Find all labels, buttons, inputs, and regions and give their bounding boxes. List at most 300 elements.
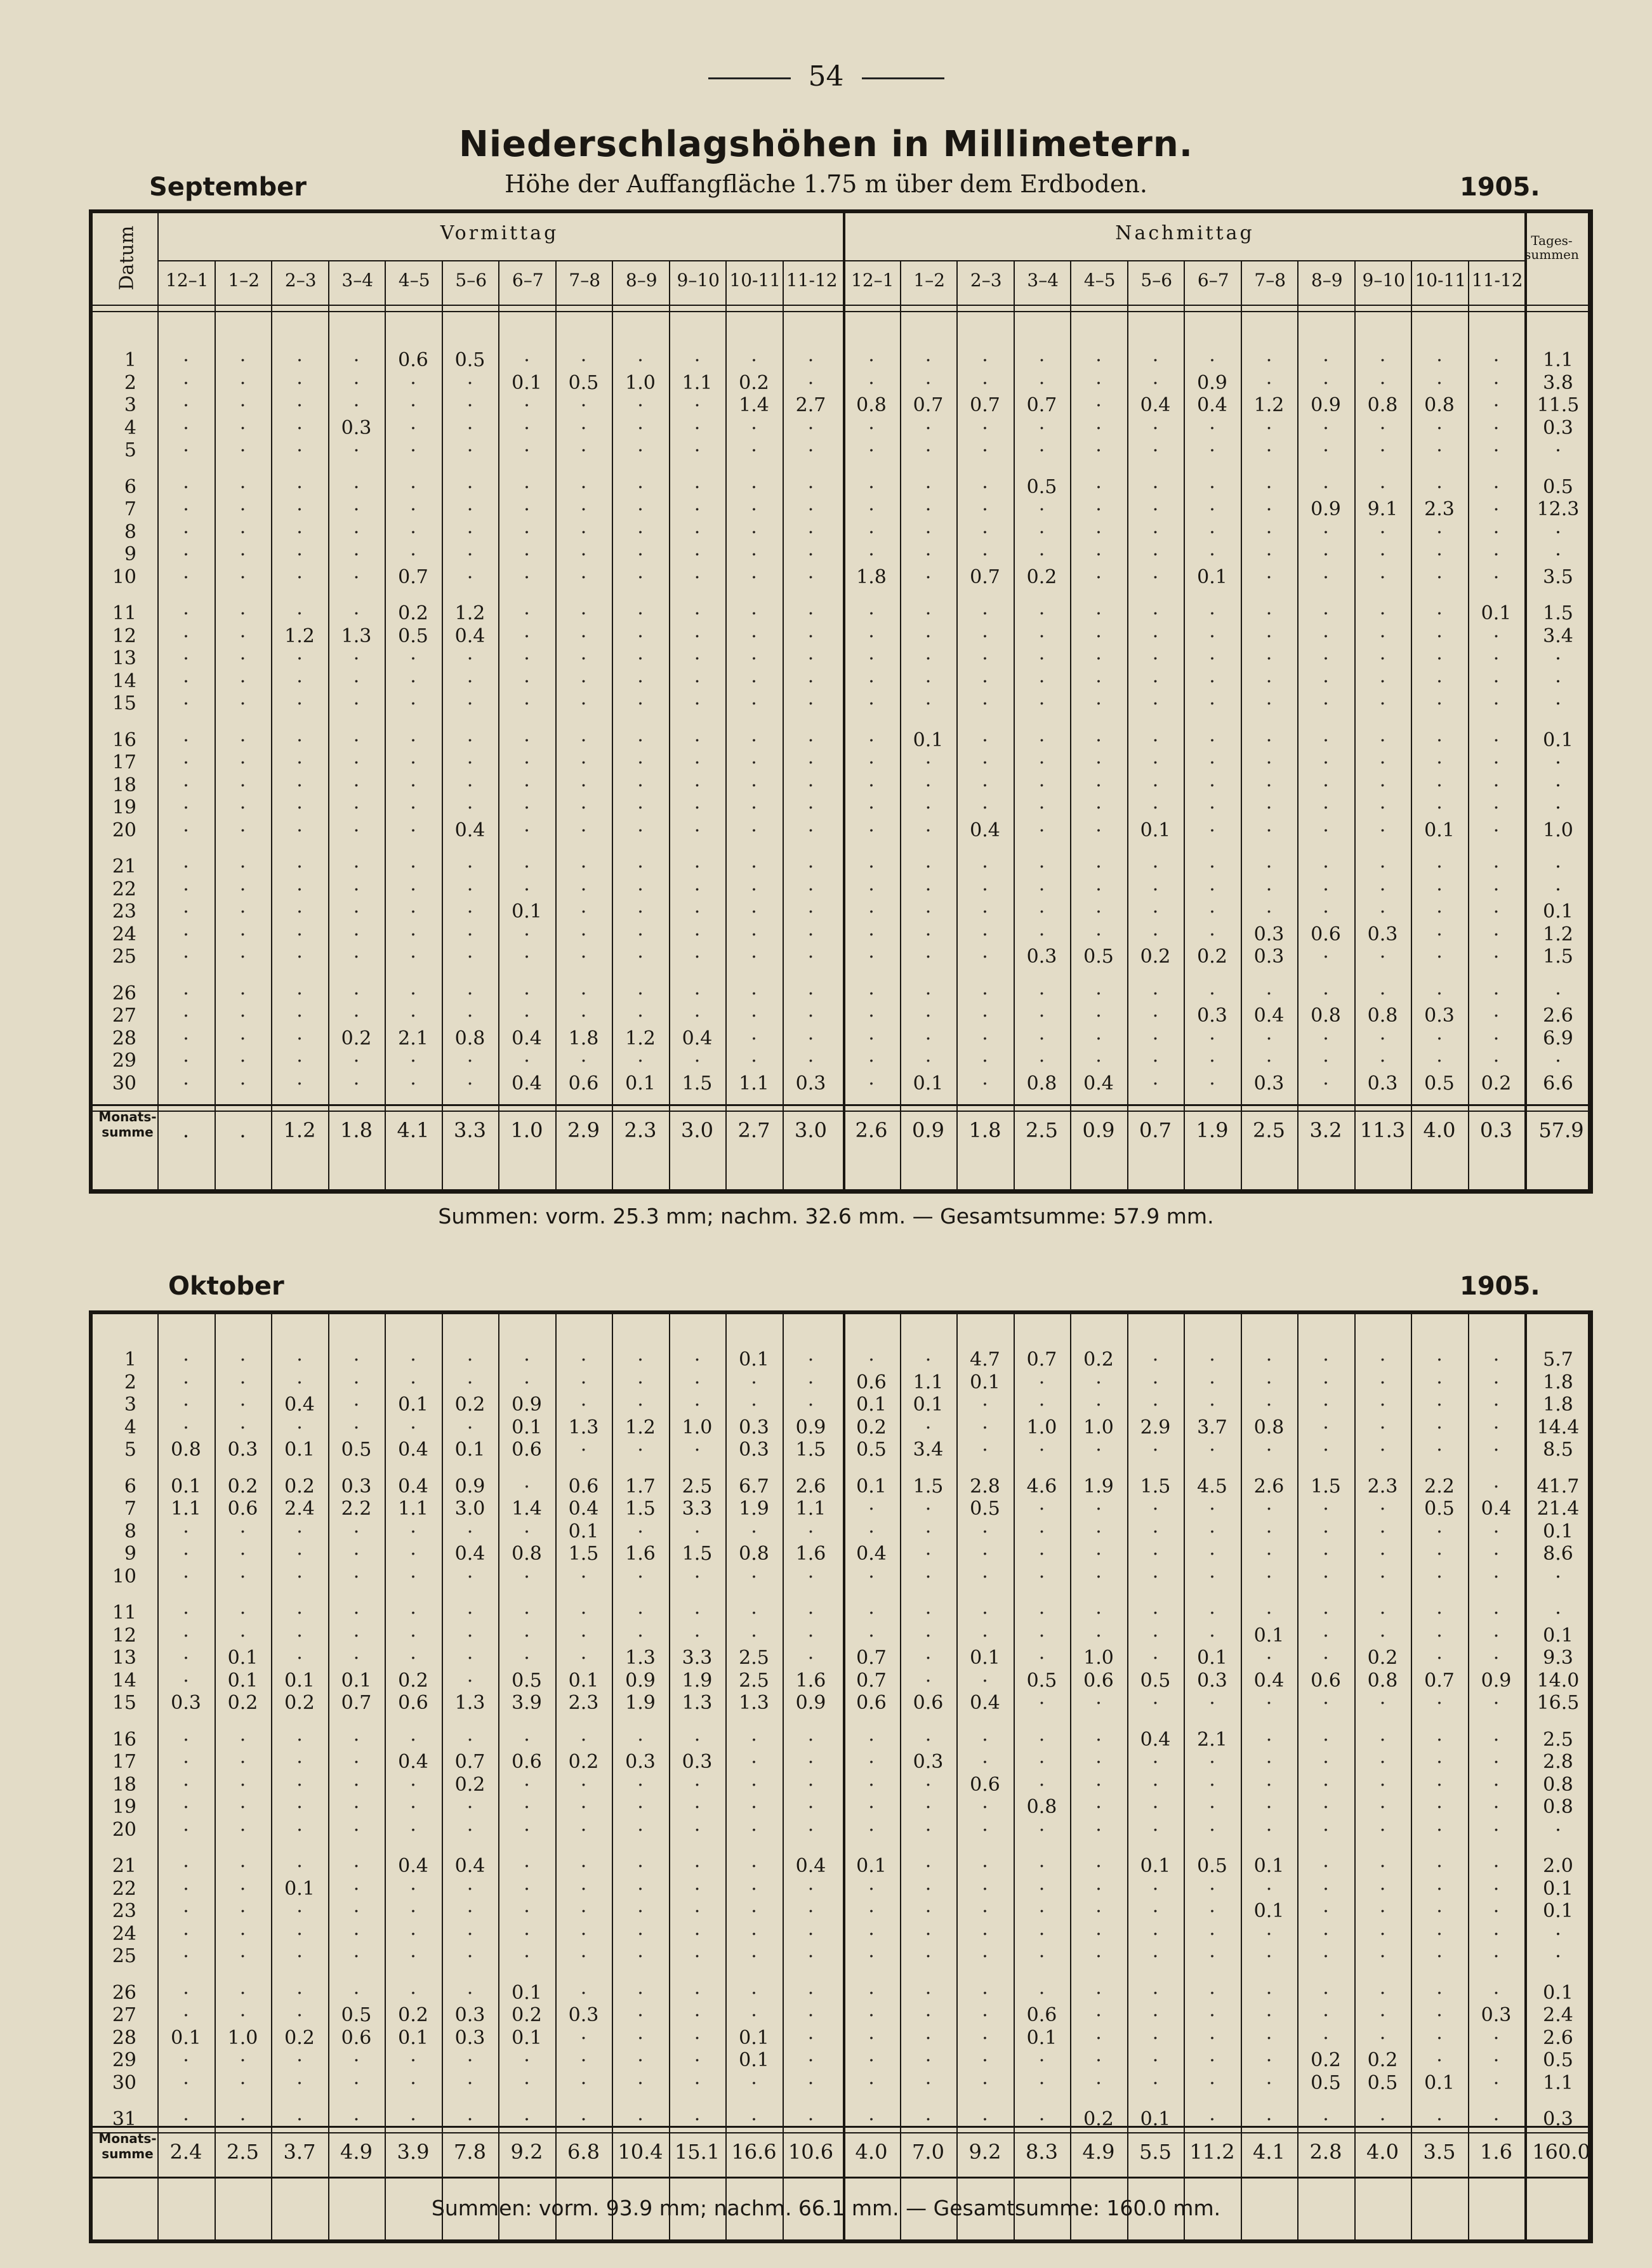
cell-value: 1.1 [171, 1498, 201, 1520]
cell-empty: . [1265, 1791, 1272, 1813]
cell-empty: . [1493, 2103, 1500, 2125]
cell-empty: . [1209, 768, 1215, 791]
cell-empty: . [1038, 1493, 1045, 1515]
cell-empty: . [1038, 1560, 1045, 1583]
cell-empty: . [239, 977, 246, 999]
cell-empty: . [1038, 1538, 1045, 1560]
row-total: 1.8 [1543, 1371, 1573, 1394]
cell-empty: . [1152, 1813, 1159, 1836]
cell-value: 0.5 [1197, 1855, 1227, 1877]
header-hour: 11-12 [1471, 270, 1523, 291]
cell-empty: . [353, 1976, 360, 1999]
cell-value: 0.8 [1367, 1005, 1398, 1027]
cell-empty: . [925, 2066, 932, 2089]
cell-empty: . [1436, 2044, 1443, 2066]
cell-empty: . [751, 768, 757, 791]
cell-empty: . [183, 1560, 189, 1583]
cell-empty: . [751, 434, 757, 456]
row-total: 0.5 [1543, 2049, 1573, 2071]
cell-value: 0.3 [1481, 2004, 1512, 2026]
cell-empty: . [1265, 344, 1272, 366]
row-date: 8 [124, 520, 136, 543]
cell-empty: . [1209, 687, 1215, 709]
cell-empty: . [580, 1045, 587, 1067]
cell-value: 3.0 [454, 1498, 486, 1520]
cell-empty: . [239, 1872, 246, 1895]
cell-empty: . [466, 850, 473, 873]
cell-empty: . [1038, 434, 1045, 456]
row-total-empty: . [1555, 850, 1561, 873]
cell-empty: . [1265, 515, 1272, 538]
cell-empty: . [1379, 940, 1386, 963]
cell-empty: . [410, 1045, 416, 1067]
row-total: 0.1 [1543, 1877, 1573, 1900]
cell-value: 0.4 [398, 1439, 428, 1461]
cell-empty: . [353, 1597, 360, 1619]
cell-empty: . [925, 434, 932, 456]
row-date: 20 [112, 819, 136, 841]
cell-empty: . [1379, 768, 1386, 791]
cell-value: 0.4 [512, 1072, 542, 1095]
cell-value: 0.6 [398, 1692, 428, 1714]
cell-empty: . [694, 597, 701, 619]
cell-empty: . [466, 538, 473, 560]
header-hour: 6–7 [1197, 270, 1229, 291]
cell-empty: . [868, 470, 875, 493]
monthly-sum-value: 10.4 [618, 2140, 663, 2164]
cell-empty: . [1436, 1768, 1443, 1791]
cell-empty: . [925, 918, 932, 940]
cell-empty: . [1379, 1560, 1386, 1583]
cell-value: 0.1 [1424, 819, 1455, 841]
cell-value: 0.6 [398, 349, 428, 371]
cell-empty: . [1323, 814, 1329, 836]
cell-empty: . [466, 746, 473, 768]
cell-empty: . [1038, 642, 1045, 664]
cell-empty: . [410, 493, 416, 515]
cell-empty: . [296, 2066, 303, 2089]
cell-empty: . [580, 1917, 587, 1940]
cell-value: 0.4 [970, 1692, 1000, 1714]
cell-empty: . [183, 1872, 189, 1895]
cell-empty: . [982, 411, 988, 434]
cell-empty: . [1379, 1045, 1386, 1067]
monthly-sum-value: 2.5 [1026, 1118, 1058, 1142]
cell-empty: . [982, 1388, 988, 1411]
cell-empty: . [1038, 1813, 1045, 1836]
cell-empty: . [1265, 1687, 1272, 1709]
row-date: 3 [124, 1394, 136, 1416]
cell-empty: . [982, 977, 988, 999]
cell-empty: . [1095, 1388, 1102, 1411]
cell-empty: . [1436, 977, 1443, 999]
cell-empty: . [637, 1791, 644, 1813]
cell-empty: . [1209, 723, 1215, 746]
cell-empty: . [183, 2103, 189, 2125]
cell-empty: . [183, 723, 189, 746]
cell-empty: . [694, 642, 701, 664]
cell-empty: . [1265, 1022, 1272, 1045]
cell-empty: . [694, 619, 701, 642]
cell-empty: . [239, 389, 246, 411]
cell-empty: . [1209, 2021, 1215, 2044]
row-date: 7 [124, 498, 136, 520]
row-total-empty: . [1555, 434, 1561, 456]
cell-empty: . [296, 389, 303, 411]
cell-empty: . [1095, 791, 1102, 814]
cell-empty: . [1436, 746, 1443, 768]
cell-empty: . [1493, 1538, 1500, 1560]
row-total: 2.0 [1543, 1855, 1573, 1877]
cell-empty: . [925, 366, 932, 389]
row-total: 41.7 [1536, 1475, 1580, 1498]
cell-empty: . [637, 470, 644, 493]
cell-empty: . [982, 1976, 988, 1999]
cell-empty: . [1265, 1538, 1272, 1560]
cell-empty: . [807, 1768, 814, 1791]
cell-empty: . [1379, 1619, 1386, 1642]
cell-empty: . [353, 1366, 360, 1388]
cell-empty: . [1323, 940, 1329, 963]
cell-empty: . [353, 977, 360, 999]
cell-empty: . [239, 1850, 246, 1872]
cell-empty: . [1038, 1917, 1045, 1940]
header-hour: 2–3 [970, 270, 1002, 291]
row-total-empty: . [1555, 768, 1561, 791]
cell-value: 2.2 [341, 1498, 372, 1520]
cell-empty: . [183, 895, 189, 918]
monthly-sum-value: 4.0 [1423, 1118, 1456, 1142]
cell-empty: . [1493, 1366, 1500, 1388]
cell-empty: . [1493, 1917, 1500, 1940]
cell-empty: . [580, 1560, 587, 1583]
cell-value: 1.0 [227, 2026, 258, 2049]
cell-empty: . [1095, 1917, 1102, 1940]
cell-empty: . [1436, 1813, 1443, 1836]
row-total-empty: . [1555, 538, 1561, 560]
cell-empty: . [694, 1768, 701, 1791]
cell-empty: . [982, 723, 988, 746]
cell-empty: . [296, 895, 303, 918]
cell-empty: . [1095, 1940, 1102, 1962]
cell-empty: . [183, 940, 189, 963]
cell-empty: . [1493, 411, 1500, 434]
row-date: 7 [124, 1498, 136, 1520]
cell-empty: . [524, 999, 530, 1022]
monthly-sum-value: 1.8 [340, 1118, 373, 1142]
row-date: 14 [112, 669, 136, 692]
cell-value: 0.3 [1253, 923, 1285, 946]
cell-empty: . [580, 493, 587, 515]
cell-empty: . [296, 1366, 303, 1388]
cell-empty: . [694, 538, 701, 560]
cell-empty: . [183, 560, 189, 583]
cell-empty: . [524, 850, 530, 873]
cell-empty: . [239, 1768, 246, 1791]
cell-empty: . [580, 918, 587, 940]
cell-empty: . [807, 1560, 814, 1583]
cell-empty: . [296, 1067, 303, 1090]
cell-empty: . [868, 2044, 875, 2066]
monthly-sum-value: 3.7 [283, 2140, 316, 2164]
cell-empty: . [580, 1619, 587, 1642]
cell-empty: . [524, 1895, 530, 1917]
cell-empty: . [982, 1515, 988, 1538]
cell-empty: . [466, 895, 473, 918]
cell-empty: . [1493, 493, 1500, 515]
cell-empty: . [239, 2103, 246, 2125]
cell-empty: . [353, 389, 360, 411]
cell-empty: . [466, 1976, 473, 1999]
header-hour: 9–10 [1362, 270, 1405, 291]
cell-empty: . [1493, 434, 1500, 456]
cell-empty: . [466, 1619, 473, 1642]
cell-empty: . [751, 1895, 757, 1917]
cell-empty: . [1493, 515, 1500, 538]
row-date: 20 [112, 1818, 136, 1841]
cell-empty: . [410, 1940, 416, 1962]
cell-value: 0.8 [739, 1543, 769, 1565]
cell-empty: . [524, 768, 530, 791]
cell-value: 4.7 [970, 1348, 1000, 1371]
row-date: 4 [124, 416, 136, 439]
cell-value: 0.3 [795, 1072, 826, 1095]
cell-empty: . [925, 1768, 932, 1791]
cell-empty: . [239, 687, 246, 709]
row-date: 26 [112, 1981, 136, 2004]
cell-empty: . [353, 1411, 360, 1434]
cell-empty: . [183, 515, 189, 538]
cell-value: 1.2 [1253, 394, 1285, 416]
cell-empty: . [1436, 1597, 1443, 1619]
cell-empty: . [694, 746, 701, 768]
cell-empty: . [1379, 470, 1386, 493]
cell-value: 0.9 [1311, 498, 1341, 520]
cell-empty: . [1152, 1768, 1159, 1791]
cell-empty: . [1209, 1746, 1215, 1768]
cell-value: 0.5 [1083, 946, 1114, 968]
cell-value: 0.5 [568, 371, 599, 394]
cell-empty: . [1493, 1813, 1500, 1836]
cell-value: 1.1 [795, 1498, 826, 1520]
row-total: 1.0 [1543, 819, 1573, 841]
cell-empty: . [353, 791, 360, 814]
cell-empty: . [1152, 1045, 1159, 1067]
cell-empty: . [751, 1022, 757, 1045]
cell-empty: . [1493, 850, 1500, 873]
cell-value: 0.4 [398, 1855, 428, 1877]
cell-empty: . [239, 344, 246, 366]
cell-empty: . [1038, 814, 1045, 836]
cell-empty: . [524, 1045, 530, 1067]
cell-empty: . [183, 366, 189, 389]
cell-empty: . [466, 873, 473, 895]
cell-empty: . [1379, 2103, 1386, 2125]
cell-empty: . [524, 664, 530, 687]
cell-value: 0.9 [1481, 1669, 1512, 1692]
cell-empty: . [751, 1723, 757, 1746]
cell-value: 1.8 [856, 565, 887, 588]
cell-empty: . [1095, 470, 1102, 493]
cell-empty: . [1152, 344, 1159, 366]
cell-empty: . [239, 1813, 246, 1836]
row-total: 5.7 [1543, 1348, 1573, 1371]
cell-empty: . [1323, 1538, 1329, 1560]
cell-empty: . [524, 560, 530, 583]
cell-empty: . [1323, 873, 1329, 895]
cell-empty: . [637, 619, 644, 642]
monthly-sum-value: 6.8 [567, 2140, 600, 2164]
cell-empty: . [1265, 687, 1272, 709]
cell-empty: . [1209, 1560, 1215, 1583]
row-date: 10 [112, 1565, 136, 1588]
cell-empty: . [925, 850, 932, 873]
cell-empty: . [1209, 411, 1215, 434]
cell-empty: . [1436, 1388, 1443, 1411]
cell-value: 0.1 [1253, 1624, 1285, 1647]
cell-empty: . [694, 1723, 701, 1746]
cell-empty: . [183, 664, 189, 687]
row-date: 25 [112, 1945, 136, 1967]
cell-empty: . [1323, 1850, 1329, 1872]
cell-value: 0.2 [398, 602, 428, 624]
cell-empty: . [1152, 597, 1159, 619]
cell-empty: . [1436, 1895, 1443, 1917]
cell-empty: . [296, 1895, 303, 1917]
cell-empty: . [1379, 723, 1386, 746]
cell-empty: . [1265, 2044, 1272, 2066]
cell-empty: . [239, 1067, 246, 1090]
cell-value: 0.2 [1026, 565, 1057, 588]
cell-empty: . [1152, 1343, 1159, 1366]
cell-value: 0.4 [284, 1394, 315, 1416]
cell-empty: . [239, 1597, 246, 1619]
cell-empty: . [694, 791, 701, 814]
cell-empty: . [1095, 687, 1102, 709]
row-date: 23 [112, 1900, 136, 1922]
cell-value: 1.3 [454, 1692, 486, 1714]
monthly-sum-value: 1.9 [1196, 1118, 1229, 1142]
cell-value: 1.0 [1083, 1416, 1114, 1439]
row-date: 24 [112, 1922, 136, 1945]
cell-empty: . [1095, 977, 1102, 999]
row-total-empty: . [1555, 873, 1561, 895]
cell-empty: . [925, 642, 932, 664]
row-date: 21 [112, 1855, 136, 1877]
cell-value: 1.0 [1083, 1647, 1114, 1669]
cell-empty: . [982, 999, 988, 1022]
cell-empty: . [353, 723, 360, 746]
cell-empty: . [239, 1045, 246, 1067]
cell-empty: . [868, 999, 875, 1022]
cell-empty: . [925, 999, 932, 1022]
cell-empty: . [751, 2066, 757, 2089]
cell-empty: . [1038, 1850, 1045, 1872]
cell-empty: . [524, 1642, 530, 1664]
monthly-sum-value: 3.2 [1309, 1118, 1342, 1142]
cell-empty: . [982, 538, 988, 560]
cell-empty: . [353, 434, 360, 456]
cell-empty: . [1265, 664, 1272, 687]
cell-empty: . [580, 746, 587, 768]
cell-empty: . [1038, 619, 1045, 642]
monthly-sum-value: 4.9 [1082, 2140, 1115, 2164]
cell-value: 1.1 [682, 371, 713, 394]
cell-empty: . [1095, 850, 1102, 873]
cell-empty: . [807, 560, 814, 583]
cell-empty: . [751, 411, 757, 434]
cell-empty: . [183, 1768, 189, 1791]
cell-empty: . [296, 411, 303, 434]
cell-empty: . [1323, 1642, 1329, 1664]
cell-empty: . [1152, 746, 1159, 768]
cell-empty: . [1095, 366, 1102, 389]
cell-empty: . [751, 538, 757, 560]
cell-empty: . [1265, 768, 1272, 791]
cell-empty: . [694, 1434, 701, 1456]
cell-empty: . [1209, 1940, 1215, 1962]
cell-empty: . [239, 1619, 246, 1642]
monthly-sum-value: 4.1 [397, 1118, 430, 1142]
cell-empty: . [925, 977, 932, 999]
cell-empty: . [694, 2066, 701, 2089]
cell-value: 2.6 [795, 1475, 826, 1498]
cell-empty: . [580, 873, 587, 895]
cell-empty: . [1323, 642, 1329, 664]
cell-value: 0.1 [284, 1669, 315, 1692]
cell-value: 2.5 [739, 1647, 769, 1669]
header-hour: 8–9 [1311, 270, 1343, 291]
cell-empty: . [580, 687, 587, 709]
cell-value: 0.4 [512, 1027, 542, 1050]
cell-empty: . [580, 470, 587, 493]
cell-empty: . [239, 1515, 246, 1538]
cell-empty: . [925, 1664, 932, 1687]
cell-empty: . [868, 723, 875, 746]
cell-empty: . [751, 791, 757, 814]
cell-empty: . [466, 1411, 473, 1434]
cell-empty: . [239, 746, 246, 768]
cell-value: 4.5 [1197, 1475, 1227, 1498]
cell-empty: . [1323, 977, 1329, 999]
cell-empty: . [1323, 366, 1329, 389]
cell-value: 0.1 [512, 900, 542, 923]
cell-empty: . [925, 470, 932, 493]
cell-empty: . [1436, 1560, 1443, 1583]
cell-empty: . [1493, 1597, 1500, 1619]
cell-empty: . [807, 1597, 814, 1619]
cell-value: 0.8 [1367, 1669, 1398, 1692]
cell-empty: . [868, 1067, 875, 1090]
cell-empty: . [1038, 597, 1045, 619]
cell-empty: . [524, 873, 530, 895]
cell-empty: . [982, 791, 988, 814]
row-date: 24 [112, 923, 136, 946]
cell-empty: . [1152, 2044, 1159, 2066]
header-datum: Datum [116, 225, 138, 291]
cell-empty: . [868, 746, 875, 768]
cell-empty: . [1379, 1872, 1386, 1895]
cell-value: 0.7 [970, 394, 1000, 416]
cell-value: 0.4 [970, 819, 1000, 841]
cell-empty: . [694, 1813, 701, 1836]
cell-empty: . [1379, 1895, 1386, 1917]
cell-empty: . [1038, 1022, 1045, 1045]
cell-empty: . [1436, 850, 1443, 873]
cell-empty: . [1493, 1746, 1500, 1768]
row-date: 1 [124, 1348, 136, 1371]
cell-empty: . [580, 664, 587, 687]
